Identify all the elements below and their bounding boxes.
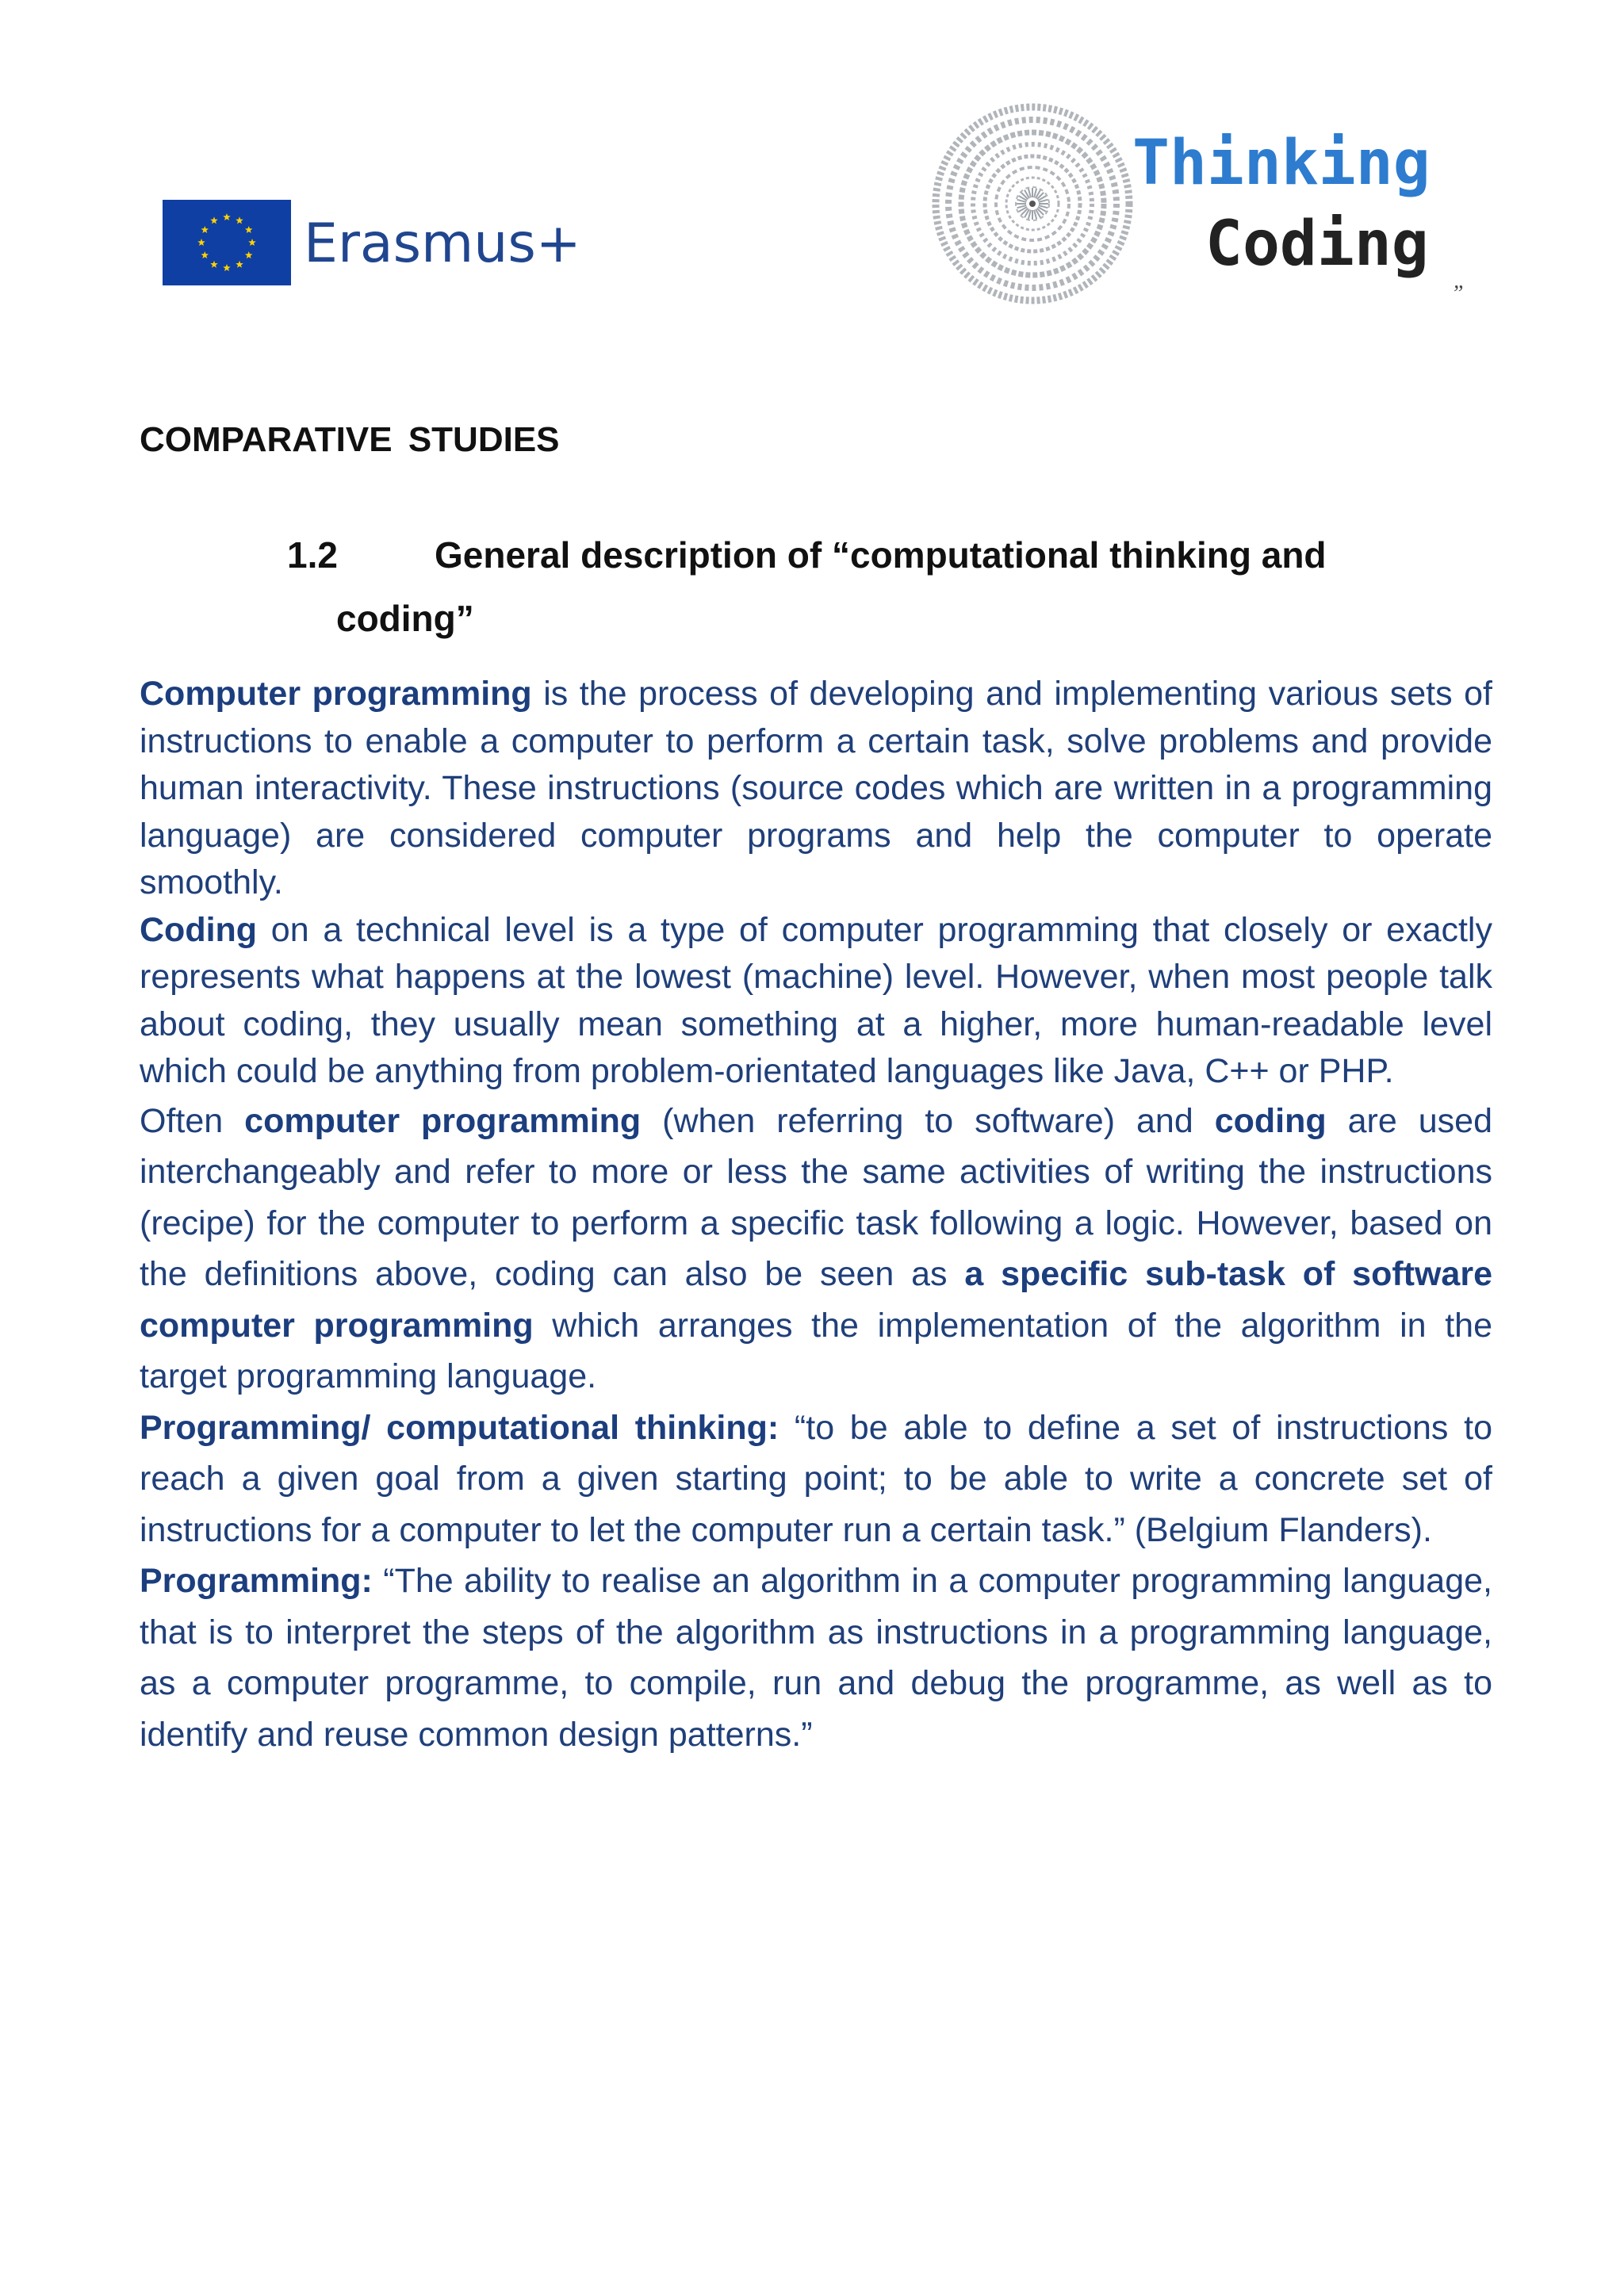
body-text [140,671,1492,1760]
paragraph-programming [140,1556,1492,1760]
subsection-heading [287,523,1365,650]
stray-quote-mark: ” [1451,281,1464,306]
eu-flag-icon [163,200,291,285]
paragraph-text: “to be able to define a set of instructions to reach a given goal from a given starting point; to be able to write a concrete set of instructions for a computer to let the computer run a certain task.” (Belgium Flanders). [140,1408,1492,1549]
erasmus-logo-text: Erasmus+ [304,212,581,275]
paragraph-coding [140,907,1492,1096]
paragraph-computer-programming [140,671,1492,907]
paragraph-text: (when referring to software) and [641,1101,1215,1140]
term-coding: Coding [140,910,258,949]
logo-coding-text: Coding [1205,209,1429,280]
paragraph-computational-thinking [140,1402,1492,1556]
paragraph-text: on a technical level is a type of computer programming that closely or exactly represents what happens at the lowest (machine) level. However, when most people talk about coding, they usually mean something at a higher, more human-readable level which could be anything from problem-orientated languages like Java, C++ or PHP. [140,910,1492,1090]
paragraph-text: “The ability to realise an algorithm in a computer programming language, that is to interpret the steps of the algorithm as instructions in a programming language, as a computer programme, to compile, run and debug the programme, as well as to identify and reuse common design patterns.” [140,1562,1492,1754]
binary-disc-icon [928,99,1138,309]
term-computer-programming: computer programming [244,1101,642,1140]
term-coding: coding [1214,1101,1327,1140]
paragraph-text: are used interchangeably and refer to more or less the same activities of writing the instructions (recipe) for the computer to perform a specific task following a logic. However, based on the definitions above, coding can also be seen as [140,1101,1492,1293]
section-title: COMPARATIVE STUDIES [140,420,560,459]
subsection-title-line1: General description of “computational thinking and [435,534,1327,576]
erasmus-logo [163,200,591,291]
logo-thinking-text: Thinking [1132,128,1431,199]
term-computer-programming: Computer programming [140,675,532,713]
paragraph-lead: Often [140,1101,245,1140]
term-programming: Programming: [140,1562,373,1600]
paragraph-often [140,1096,1492,1402]
thinking-coding-logo [928,99,1435,317]
term-computational-thinking: Programming/ computational thinking: [140,1408,779,1447]
subsection-number: 1.2 [287,534,338,576]
paragraph-text: which arranges the implementation of the algorithm in the target programming language. [140,1306,1492,1395]
term-sub-task: a specific sub-task of software computer programming [140,1255,1492,1345]
paragraph-text: is the process of developing and implementing various sets of instructions to enable a computer to perform a certain task, solve problems and provide human interactivity. These instructions (source codes which are written in a programming language) are considered computer programs and help the computer to operate smoothly. [140,675,1492,901]
subsection-title-line2: coding” [336,598,474,639]
